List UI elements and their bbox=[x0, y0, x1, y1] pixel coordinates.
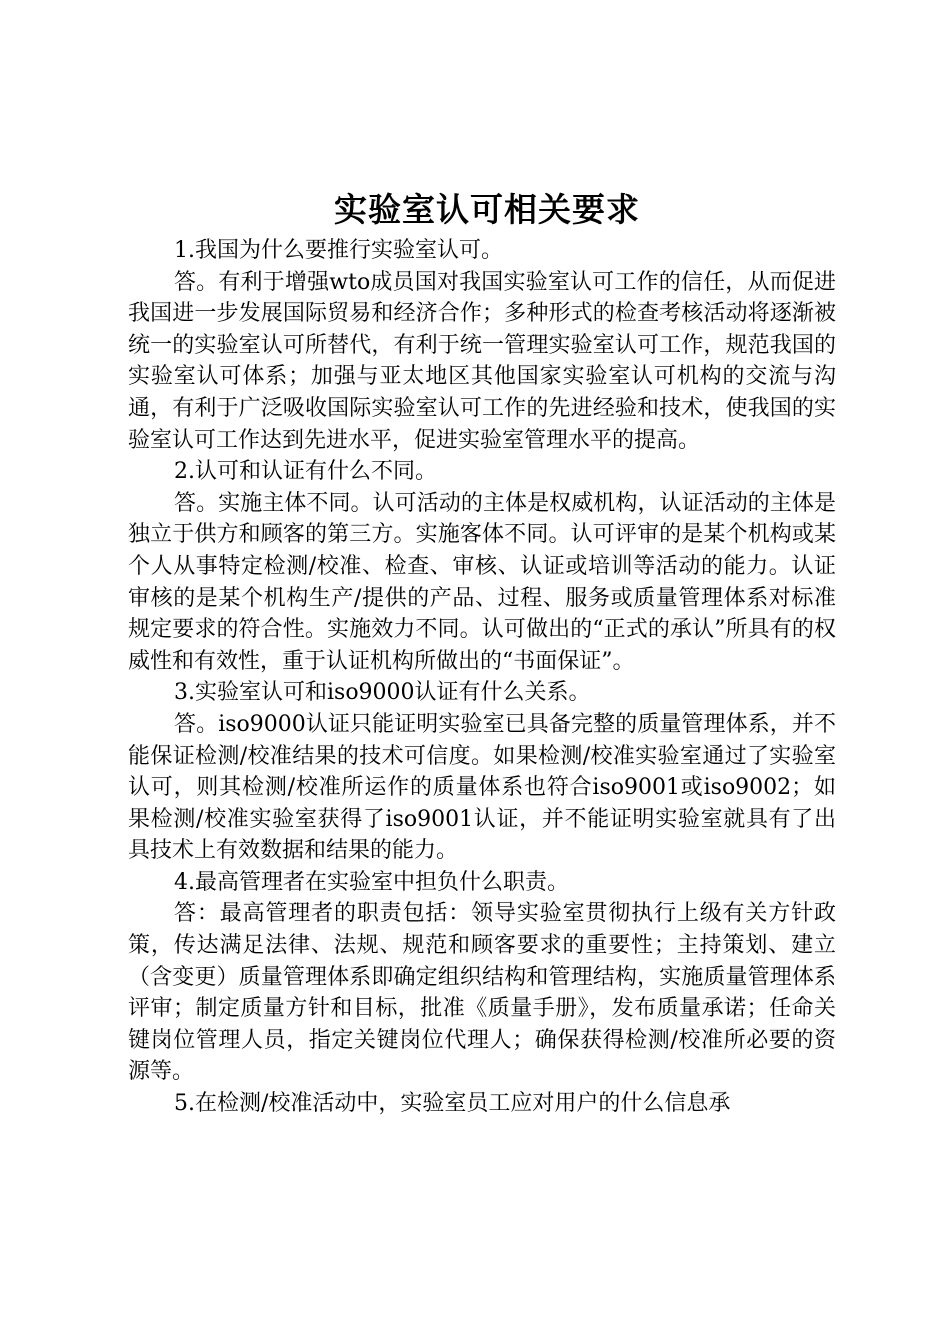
answer-2: 答。实施主体不同。认可活动的主体是权威机构，认证活动的主体是独立于供方和顾客的第三方。实施客体不同。认可评审的是某个机构或某个人从事特定检测/校准、检查、审核、认证或培训等活动的能力。认证审核的是某个机构生产/提供的产品、过程、服务或质量管理体系对标准规定要求的符合性。实施效力不同。认可做出的“正式的承认”所具有的权威性和有效性，重于认证机构所做出的“书面保证”。 bbox=[128, 490, 836, 674]
question-1: 1.我国为什么要推行实验室认可。 bbox=[174, 238, 503, 263]
document-title: 实验室认可相关要求 bbox=[334, 190, 640, 229]
answer-4: 答：最高管理者的职责包括：领导实验室贯彻执行上级有关方针政策，传达满足法律、法规、规范和顾客要求的重要性；主持策划、建立（含变更）质量管理体系即确定组织结构和管理结构，实施质量管理体系评审；制定质量方针和目标，批准《质量手册》，发布质量承诺；任命关键岗位管理人员，指定关键岗位代理人；确保获得检测/校准所必要的资源等。 bbox=[128, 901, 836, 1085]
question-3: 3.实验室认可和iso9000认证有什么关系。 bbox=[174, 680, 591, 706]
question-5: 5.在检测/校准活动中，实验室员工应对用户的什么信息承 bbox=[174, 1091, 731, 1117]
question-4: 4.最高管理者在实验室中担负什么职责。 bbox=[174, 869, 569, 895]
answer-1: 答。有利于增强wto成员国对我国实验室认可工作的信任，从而促进我国进一步发展国际贸易和经济合作；多种形式的检查考核活动将逐渐被统一的实验室认可所替代，有利于统一管理实验室认可工作，规范我国的实验室认可体系；加强与亚太地区其他国家实验室认可机构的交流与沟通，有利于广泛吸收国际实验室认可工作的先进经验和技术，使我国的实验室认可工作达到先进水平，促进实验室管理水平的提高。 bbox=[128, 269, 836, 453]
document-page bbox=[128, 185, 836, 1120]
answer-3: 答。iso9000认证只能证明实验室已具备完整的质量管理体系，并不能保证检测/校准结果的技术可信度。如果检测/校准实验室通过了实验室认可，则其检测/校准所运作的质量体系也符合iso9001或iso9002；如果检测/校准实验室获得了iso9001认证，并不能证明实验室就具有了出具技术上有效数据和结果的能力。 bbox=[128, 711, 836, 864]
question-2: 2.认可和认证有什么不同。 bbox=[174, 459, 437, 485]
